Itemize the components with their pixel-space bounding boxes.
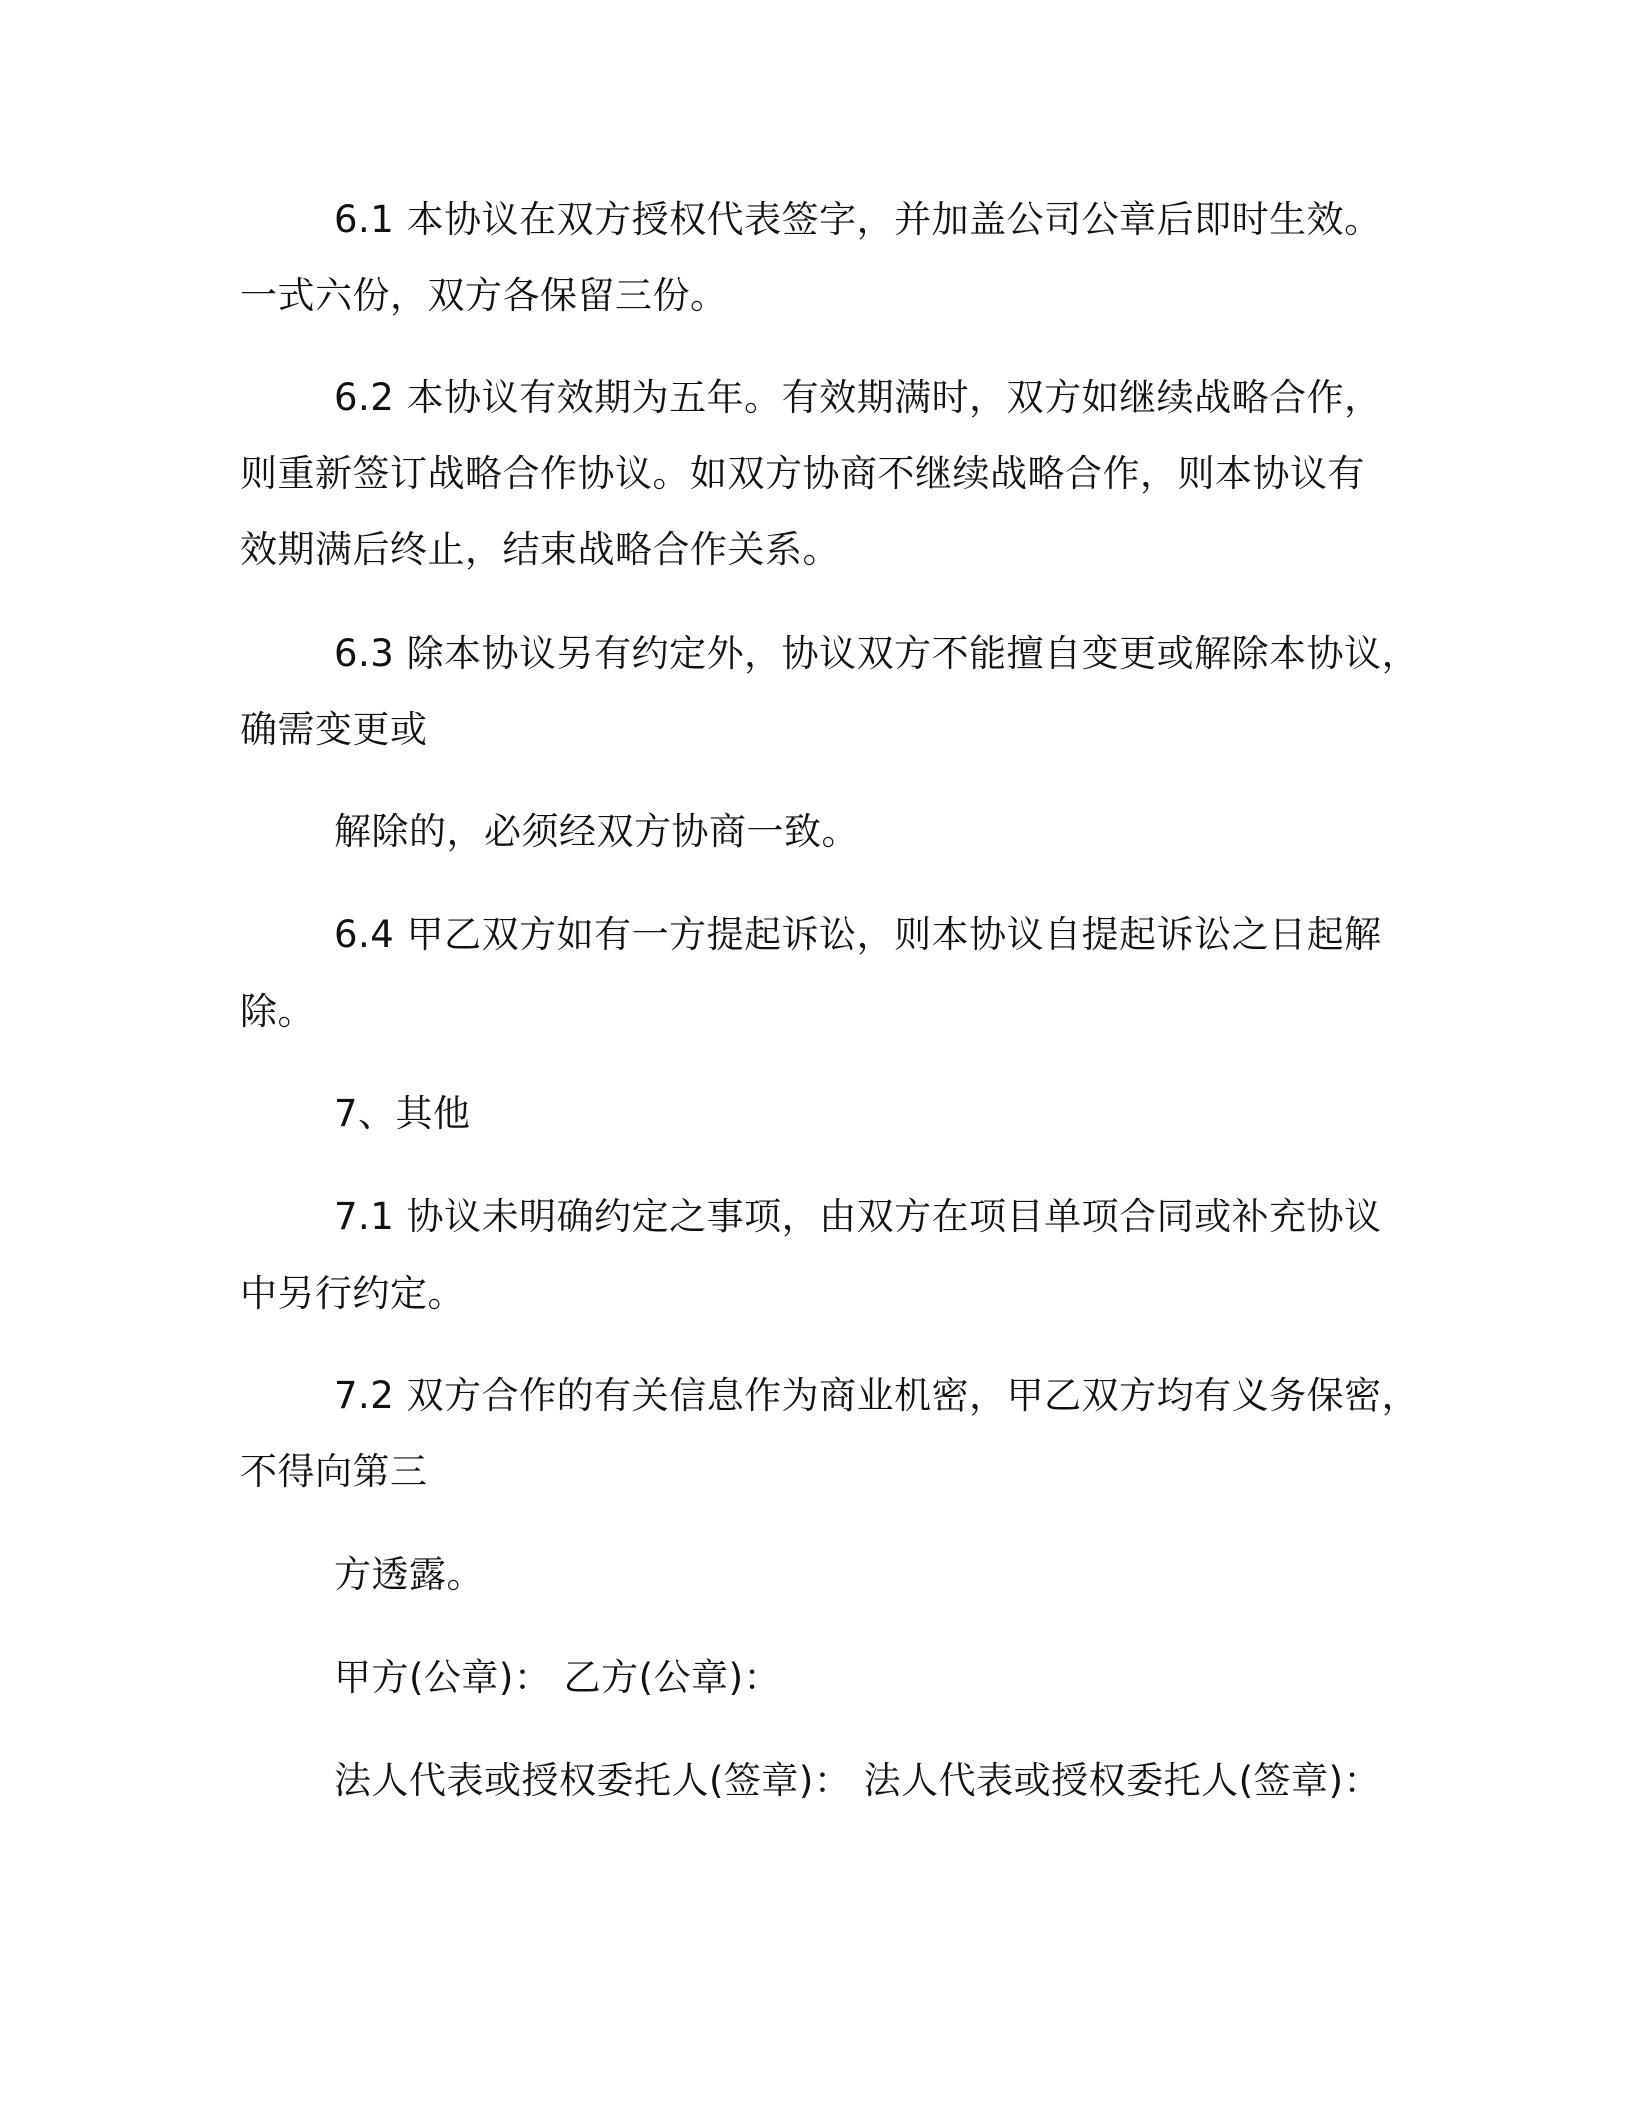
clause-6-4-line-1: 6.4 甲乙双方如有一方提起诉讼，则本协议自提起诉讼之日起解: [334, 913, 1382, 956]
clause-7-2-line-1: 7.2 双方合作的有关信息作为商业机密，甲乙双方均有义务保密，: [334, 1374, 1420, 1417]
clause-7-1-line-2: 中另行约定。: [240, 1272, 465, 1315]
clause-6-2-line-1: 6.2 本协议有效期为五年。有效期满时，双方如继续战略合作，: [334, 376, 1382, 419]
signatory-line: 法人代表或授权委托人(签章)： 法人代表或授权委托人(签章)：: [334, 1759, 1381, 1802]
clause-6-3-line-3: 解除的，必须经双方协商一致。: [334, 810, 859, 853]
clause-6-3-line-1: 6.3 除本协议另有约定外，协议双方不能擅自变更或解除本协议，: [334, 632, 1420, 675]
clause-6-2-line-3: 效期满后终止，结束战略合作关系。: [240, 528, 840, 571]
clause-6-3-line-2: 确需变更或: [240, 708, 428, 751]
clause-7-2-line-3: 方透露。: [334, 1553, 484, 1596]
clause-7-1-line-1: 7.1 协议未明确约定之事项，由双方在项目单项合同或补充协议: [334, 1195, 1382, 1238]
clause-6-1-line-2: 一式六份，双方各保留三份。: [240, 274, 728, 317]
party-seal-line: 甲方(公章)： 乙方(公章)：: [334, 1656, 782, 1699]
clause-6-4-line-2: 除。: [240, 990, 315, 1033]
clause-7-2-line-2: 不得向第三: [240, 1450, 428, 1493]
clause-6-1-line-1: 6.1 本协议在双方授权代表签字，并加盖公司公章后即时生效。: [334, 198, 1382, 241]
clause-6-2-line-2: 则重新签订战略合作协议。如双方协商不继续战略合作，则本协议有: [240, 452, 1365, 495]
section-7-heading: 7、其他: [334, 1092, 471, 1135]
